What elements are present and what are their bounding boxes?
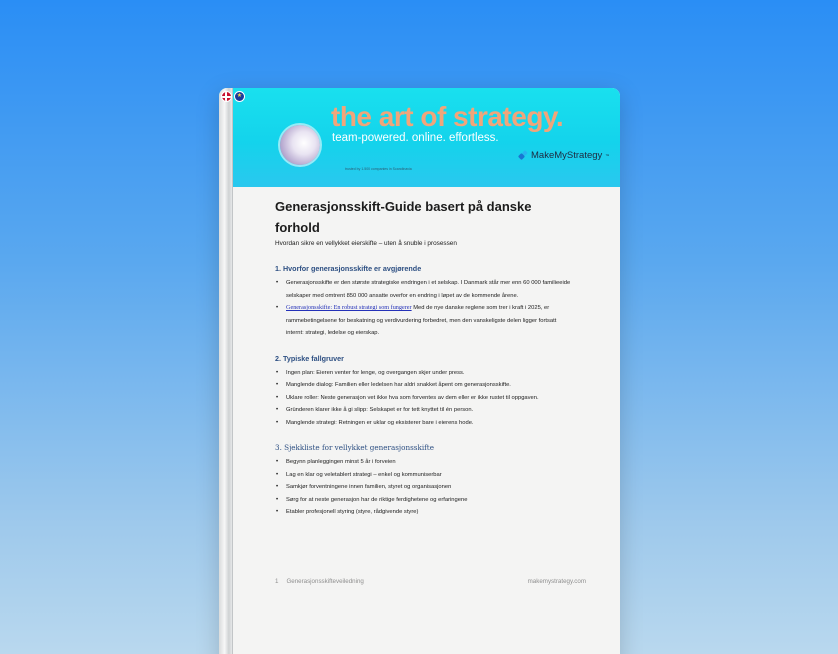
binder-spine xyxy=(219,88,233,654)
dk-flag-icon[interactable] xyxy=(221,91,232,102)
section-heading: 2. Typiske fallgruver xyxy=(275,353,344,363)
brand-logo: MakeMyStrategy ™ xyxy=(519,150,609,161)
list-item: • Generasjonsskifte er den største strategiske endringen i et selskap. I Danmark står mer enn 60 000 familieeide selskaper med omtrent 850 000 ansatte overfor en endring i løpet av de kommende årene. xyxy=(275,277,575,302)
banner-tagline: team-powered. online. effortless. xyxy=(332,132,499,144)
section-why xyxy=(275,264,575,340)
list-item: • Uklare roller: Neste generasjon vet ikke hva som forventes av dem eller er ikke rustet til oppgaven. xyxy=(275,392,575,405)
list-item: • Manglende strategi: Retningen er uklar og eksisterer bare i eierens hode. xyxy=(275,417,575,430)
list-item: • Generasjonsskifte: En robust strategi som fungerer Med de nye danske reglene som trer i kraft i 2025, er rammebetingelsene for beskatning og verdivurdering forbedret, men den vanskeligste delen ligger fortsatt internt: strategi, ledelse og eierskap. xyxy=(275,302,575,340)
article-link[interactable]: Generasjonsskifte: En robust strategi som fungerer xyxy=(286,304,412,311)
section-heading: 1. Hvorfor generasjonsskifte er avgjørende xyxy=(275,264,422,273)
list-item: • Ingen plan: Eieren venter for lenge, og overgangen skjer under press. xyxy=(275,367,575,380)
document-body xyxy=(275,196,575,533)
list-item: • Manglende dialog: Familien eller ledelsen har aldri snakket åpent om generasjonsskifte. xyxy=(275,379,575,392)
trusted-note: trusted by 1.500 companies in Scandinavia xyxy=(345,167,412,171)
list-item: • Begynn planleggingen minst 5 år i forveien xyxy=(275,456,575,469)
footer-site: makemystrategy.com xyxy=(527,578,586,585)
logo-orb-icon xyxy=(280,125,320,165)
banner-headline: the art of strategy. xyxy=(331,101,564,132)
list-item: • Lag en klar og veletablert strategi – enkel og kommuniserbar xyxy=(275,469,575,482)
list-item: • Sørg for at neste generasjon har de riktige ferdighetene og erfaringene xyxy=(275,494,575,507)
brand-mark-icon xyxy=(519,151,528,160)
list-item: • Etabler profesjonell styring (styre, rådgivende styre) xyxy=(275,506,575,519)
page-footer xyxy=(275,578,586,585)
brand-name: MakeMyStrategy xyxy=(531,150,603,161)
document-preview xyxy=(219,88,620,654)
language-flags[interactable] xyxy=(221,91,245,102)
section-checklist xyxy=(275,443,575,519)
eu-flag-icon[interactable]: ★ xyxy=(234,91,245,102)
section-heading: 3. Sjekkliste for vellykket generasjonsskifte xyxy=(275,443,434,452)
document-title: Generasjonsskift-Guide basert på danske forhold xyxy=(275,199,532,235)
document-subtitle: Hvordan sikre en vellykket eierskifte – uten å snuble i prosessen xyxy=(275,240,457,247)
list-item: • Samkjør forventningene innen familien, styret og organisasjonen xyxy=(275,481,575,494)
page-number: 1 xyxy=(275,578,279,585)
list-item: • Gründeren klarer ikke å gi slipp: Selskapet er for tett knyttet til én person. xyxy=(275,404,575,417)
footer-label: Generasjonsskifteveiledning xyxy=(286,578,364,585)
promo-banner xyxy=(219,88,620,187)
section-pitfalls xyxy=(275,354,575,430)
